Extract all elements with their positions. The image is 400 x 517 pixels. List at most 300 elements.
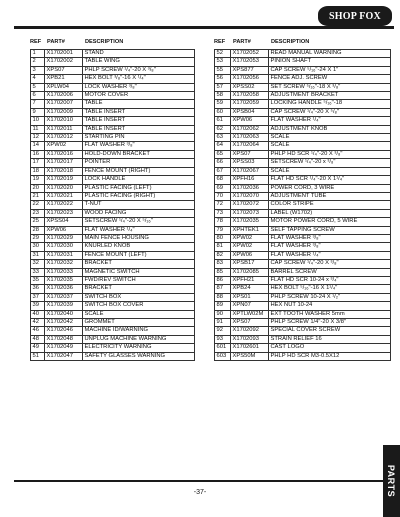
description-cell: SETSCREW ¹/₄"-20 x ³/₈" [269,159,391,167]
part-number-cell: X1702064 [231,142,269,150]
ref-cell: 46 [31,327,45,335]
description-cell: COLOR STRIPE [269,201,391,209]
description-cell: T-NUT [83,201,195,209]
ref-cell: 42 [31,319,45,327]
part-number-cell: XPSB17 [231,260,269,268]
table-row [31,218,195,226]
description-cell: MOTOR COVER [83,92,195,100]
part-number-cell: XPW02 [45,142,83,150]
part-number-cell: X1702040 [45,310,83,318]
part-number-cell: X1702007 [45,100,83,108]
part-number-cell: X1702033 [45,268,83,276]
description-cell: HEX NUT 10-24 [269,302,391,310]
part-number-cell: X1702022 [45,201,83,209]
description-cell: TABLE WING [83,58,195,66]
description-cell: LOCKING HANDLE ⁵/₁₆"-18 [269,100,391,108]
ref-cell: 63 [215,134,231,142]
part-number-cell: X1702073 [231,209,269,217]
ref-cell: 66 [215,159,231,167]
description-cell: MAGNETIC SWITCH [83,268,195,276]
description-cell: SCALE [83,310,195,318]
description-cell: TABLE INSERT [83,117,195,125]
description-cell: PLASTIC FACING (RIGHT) [83,192,195,200]
logo-text: SHOP FOX [329,10,381,22]
description-cell: ADJUSTMENT BRACKET [269,92,391,100]
description-cell: LABEL (W1702) [269,209,391,217]
ref-cell: 70 [215,192,231,200]
ref-cell: 29 [31,234,45,242]
description-cell: LOCK HANDLE [83,176,195,184]
ref-cell: 32 [31,260,45,268]
table-row [215,335,391,343]
description-header: DESCRIPTION [271,39,310,45]
part-number-cell: X1702002 [45,58,83,66]
ref-cell: 80 [215,234,231,242]
ref-cell: 11 [31,125,45,133]
description-cell: SWITCH BOX [83,293,195,301]
table-row [31,302,195,310]
ref-cell: 91 [215,319,231,327]
table-row [215,209,391,217]
part-number-cell: XPW02 [231,243,269,251]
description-cell: READ MANUAL WARNING [269,50,391,58]
table-row [31,260,195,268]
table-row [31,319,195,327]
description-cell: MAIN FENCE HOUSING [83,234,195,242]
ref-cell: 62 [215,125,231,133]
ref-cell: 87 [215,285,231,293]
table-row [31,192,195,200]
ref-cell: 49 [31,344,45,352]
part-number-cell: XPB24 [231,285,269,293]
part-number-cell: X1702072 [231,201,269,209]
ref-cell: 10 [31,117,45,125]
part-number-cell: X1702052 [231,50,269,58]
ref-cell: 51 [31,352,45,360]
part-number-cell: XPS07 [231,150,269,158]
table-row [31,167,195,175]
part-number-cell: XPW02 [231,234,269,242]
table-row [215,192,391,200]
table-row [215,150,391,158]
ref-cell: 58 [215,92,231,100]
part-number-cell: X1702049 [45,344,83,352]
description-cell: STAND [83,50,195,58]
part-number-cell: X1702020 [45,184,83,192]
ref-cell: 69 [215,184,231,192]
ref-cell: 37 [31,293,45,301]
table-row [31,201,195,209]
table-row [31,66,195,74]
ref-cell: 9 [31,108,45,116]
description-cell: SET SCREW ⁵/₁₆"-18 X ³/₈" [269,83,391,91]
description-cell: CAST LOGO [269,344,391,352]
description-header: DESCRIPTION [85,39,124,45]
part-number-cell: XPSS02 [231,83,269,91]
table-row [31,176,195,184]
table-row [215,66,391,74]
part-number-cell: X1702048 [45,335,83,343]
table-row [31,125,195,133]
part-number-cell: X1702053 [231,58,269,66]
table-row [215,83,391,91]
ref-header: REF [30,39,42,45]
table-row [31,243,195,251]
description-cell: TABLE [83,100,195,108]
ref-cell: 603 [215,352,231,360]
table-row [31,251,195,259]
table-row [215,310,391,318]
part-number-cell: X1702018 [45,167,83,175]
table-row [215,234,391,242]
ref-cell: 55 [215,66,231,74]
part-number-cell: X1702036 [45,285,83,293]
description-cell: FLAT HD SCR 10-24 x ³/₄" [269,276,391,284]
description-cell: FLAT WASHER ³/₈" [269,243,391,251]
section-tab [383,445,400,517]
part-number-cell: X1702030 [45,243,83,251]
description-cell: MACHINE ID/WARNING [83,327,195,335]
part-number-cell: XPW06 [231,117,269,125]
part-number-cell: XPHTEK1 [231,226,269,234]
description-cell: FLAT WASHER ³/₈" [269,234,391,242]
description-cell: FENCE MOUNT (LEFT) [83,251,195,259]
table-row [31,352,195,360]
ref-cell: 12 [31,134,45,142]
description-cell: HOLD-DOWN BRACKET [83,150,195,158]
part-number-cell: XPN07 [231,302,269,310]
parts-table-left [30,49,195,361]
table-row [215,218,391,226]
table-row [31,327,195,335]
part-number-cell: X1702012 [45,134,83,142]
ref-cell: 61 [215,117,231,125]
description-cell: SETSCREW ¹/₄"-20 X ⁵/₁₆" [83,218,195,226]
part-number-cell: X1702092 [231,327,269,335]
ref-cell: 31 [31,251,45,259]
table-row [215,75,391,83]
ref-cell: 53 [215,58,231,66]
ref-cell: 85 [215,268,231,276]
ref-cell: 83 [215,260,231,268]
table-row [31,92,195,100]
description-cell: FWD/REV SWITCH [83,276,195,284]
ref-cell: 6 [31,92,45,100]
description-cell: FLAT WASHER ³/₈" [83,142,195,150]
section-tab-label: PARTS [386,464,397,498]
table-row [215,108,391,116]
shop-fox-logo [318,6,392,26]
table-row [215,58,391,66]
part-number-cell: XPSS04 [45,218,83,226]
ref-cell: 18 [31,167,45,175]
description-cell: BRACKET [83,285,195,293]
part-number-cell: XPS01 [231,293,269,301]
table-row [215,344,391,352]
ref-cell: 30 [31,243,45,251]
description-cell: STARTING PIN [83,134,195,142]
table-row [215,134,391,142]
table-row [215,184,391,192]
description-cell: BRACKET [83,260,195,268]
ref-cell: 72 [215,201,231,209]
part-number-cell: X1702047 [45,352,83,360]
part-number-cell: X1702016 [45,150,83,158]
part-number-cell: XPW06 [45,226,83,234]
part-number-cell: X1702046 [45,327,83,335]
description-cell: PHLP HD SCR M3-0.5X12 [269,352,391,360]
part-number-cell: X1702085 [231,268,269,276]
table-row [215,117,391,125]
description-cell: TABLE INSERT [83,125,195,133]
ref-cell: 7 [31,100,45,108]
description-cell: BARREL SCREW [269,268,391,276]
part-number-cell: XPSB04 [231,108,269,116]
ref-cell: 1 [31,50,45,58]
part-number-cell: X1702023 [45,209,83,217]
ref-cell: 28 [31,226,45,234]
table-row [31,184,195,192]
table-row [215,142,391,150]
part-number-cell: X1702039 [45,302,83,310]
table-row [215,276,391,284]
table-row [31,344,195,352]
table-row [215,159,391,167]
table-row [215,201,391,209]
part-number-cell: XPS50M [231,352,269,360]
description-cell: PHLP SCREW ¹/₄"-20 X ³/₈" [83,66,195,74]
ref-cell: 3 [31,66,45,74]
part-number-cell: XPS07 [45,66,83,74]
table-row [215,268,391,276]
part-number-cell: XPW06 [231,251,269,259]
ref-cell: 16 [31,150,45,158]
ref-cell: 86 [215,276,231,284]
part-number-cell: XPLW04 [45,83,83,91]
part-number-cell: X1702063 [231,134,269,142]
description-cell: FLAT WASHER ¹/₄" [269,251,391,259]
ref-cell: 23 [31,209,45,217]
ref-cell: 36 [31,285,45,293]
table-row [215,125,391,133]
ref-cell: 92 [215,327,231,335]
description-cell: ELECTRICITY WARNING [83,344,195,352]
table-row [215,243,391,251]
table-row [31,108,195,116]
ref-cell: 82 [215,251,231,259]
part-number-cell: X1702056 [231,75,269,83]
part-number-cell: X1702009 [45,108,83,116]
description-cell: CAP SCREW ¹/₄"-20 X ³/₈" [269,260,391,268]
description-cell: ADJUSTMENT KNOB [269,125,391,133]
ref-cell: 14 [31,142,45,150]
table-row [31,100,195,108]
description-cell: FLAT WASHER ¹/₄" [83,226,195,234]
parts-table-right [214,49,391,361]
part-number-header: PART# [47,39,65,45]
ref-cell: 40 [31,310,45,318]
ref-cell: 35 [31,276,45,284]
ref-cell: 56 [215,75,231,83]
part-number-cell: X1702035 [45,276,83,284]
footer-rule [14,480,394,482]
ref-cell: 39 [31,302,45,310]
ref-cell: 65 [215,150,231,158]
table-row [215,293,391,301]
ref-cell: 78 [215,218,231,226]
description-cell: PINION SHAFT [269,58,391,66]
part-number-cell: XPSS03 [231,159,269,167]
table-row [31,117,195,125]
ref-header: REF [214,39,226,45]
description-cell: GROMMET [83,319,195,327]
description-cell: SELF TAPPING SCREW [269,226,391,234]
ref-cell: 22 [31,201,45,209]
part-number-cell: X1702032 [45,260,83,268]
part-number-cell: X1702001 [45,50,83,58]
table-row [215,226,391,234]
table-row [31,50,195,58]
ref-cell: 17 [31,159,45,167]
table-row [215,352,391,360]
column-headers-right [214,36,391,46]
ref-cell: 57 [215,83,231,91]
ref-cell: 19 [31,176,45,184]
table-row [215,100,391,108]
table-row [31,310,195,318]
description-cell: WOOD FACING [83,209,195,217]
description-cell: STRAIN RELIEF 16 [269,335,391,343]
ref-cell: 25 [31,218,45,226]
description-cell: UNPLUG MACHINE WARNING [83,335,195,343]
description-cell: KNURLED KNOB [83,243,195,251]
description-cell: MOTOR POWER CORD, 5 WIRE [269,218,391,226]
ref-cell: 90 [215,310,231,318]
table-row [31,142,195,150]
parts-column-left [30,36,195,361]
ref-cell: 5 [31,83,45,91]
table-row [31,58,195,66]
table-row [31,209,195,217]
table-row [31,150,195,158]
table-row [31,134,195,142]
description-cell: PHLP SCREW 10-24 X ¹/₂" [269,293,391,301]
ref-cell: 81 [215,243,231,251]
description-cell: SAFETY GLASSES WARNING [83,352,195,360]
ref-cell: 59 [215,100,231,108]
ref-cell: 60 [215,108,231,116]
table-row [31,226,195,234]
description-cell: PHLP HD SCR ¹/₄"-20 X ³/₈" [269,150,391,158]
ref-cell: 52 [215,50,231,58]
description-cell: FLAT WASHER ¹/₄" [269,117,391,125]
part-number-cell: XPFH21 [231,276,269,284]
table-row [31,293,195,301]
description-cell: SWITCH BOX COVER [83,302,195,310]
ref-cell: 64 [215,142,231,150]
part-number-header: PART# [233,39,251,45]
description-cell: CAP SCREW ¹/₄"-20 X ⁵/₈" [269,108,391,116]
part-number-cell: XPB21 [45,75,83,83]
column-headers-left [30,36,195,46]
part-number-cell: XPTLW02M [231,310,269,318]
page-number: -37- [193,489,207,496]
ref-cell: 79 [215,226,231,234]
table-row [31,285,195,293]
table-row [31,335,195,343]
description-cell: CAP SCREW ⁵/₁₆"-24 X 1" [269,66,391,74]
table-row [215,327,391,335]
description-cell: LOCK WASHER ³/₈" [83,83,195,91]
part-number-cell: X1702006 [45,92,83,100]
parts-column-right [214,36,391,361]
table-row [215,176,391,184]
description-cell: HEX BOLT ³/₈"-16 X ¹/₄" [83,75,195,83]
description-cell: POWER CORD, 3 WIRE [269,184,391,192]
part-number-cell: X1702037 [45,293,83,301]
part-number-cell: X1702021 [45,192,83,200]
table-row [215,260,391,268]
header-rule [14,26,394,29]
part-number-cell: X1702029 [45,234,83,242]
table-row [215,302,391,310]
table-row [31,75,195,83]
description-cell: SPECIAL COVER SCREW [269,327,391,335]
part-number-cell: XPFH16 [231,176,269,184]
ref-cell: 67 [215,167,231,175]
part-number-cell: X1702031 [45,251,83,259]
part-number-cell: X1702058 [231,92,269,100]
table-row [215,167,391,175]
part-number-cell: X1702601 [231,344,269,352]
part-number-cell: X1702017 [45,159,83,167]
part-number-cell: X1702062 [231,125,269,133]
ref-cell: 4 [31,75,45,83]
table-row [31,276,195,284]
part-number-cell: X1702035 [231,218,269,226]
part-number-cell: X1702093 [231,335,269,343]
description-cell: SCALE [269,142,391,150]
part-number-cell: X1702059 [231,100,269,108]
table-row [215,251,391,259]
table-row [215,92,391,100]
ref-cell: 2 [31,58,45,66]
ref-cell: 73 [215,209,231,217]
description-cell: SCALE [269,167,391,175]
part-number-cell: XPS877 [231,66,269,74]
part-number-cell: X1702036 [231,184,269,192]
table-row [31,268,195,276]
description-cell: POINTER [83,159,195,167]
part-number-cell: X1702011 [45,125,83,133]
ref-cell: 88 [215,293,231,301]
description-cell: ADJUSTMENT TUBE [269,192,391,200]
ref-cell: 48 [31,335,45,343]
part-number-cell: XPS07 [231,319,269,327]
description-cell: SCALE [269,134,391,142]
description-cell: FENCE ADJ. SCREW [269,75,391,83]
description-cell: FLAT HD SCR ¹/₄"-20 X 1¹/₄" [269,176,391,184]
table-row [31,159,195,167]
ref-cell: 93 [215,335,231,343]
description-cell: PLASTIC FACING (LEFT) [83,184,195,192]
description-cell: TABLE INSERT [83,108,195,116]
ref-cell: 33 [31,268,45,276]
table-row [31,234,195,242]
table-row [31,83,195,91]
part-number-cell: X1702019 [45,176,83,184]
table-row [215,50,391,58]
